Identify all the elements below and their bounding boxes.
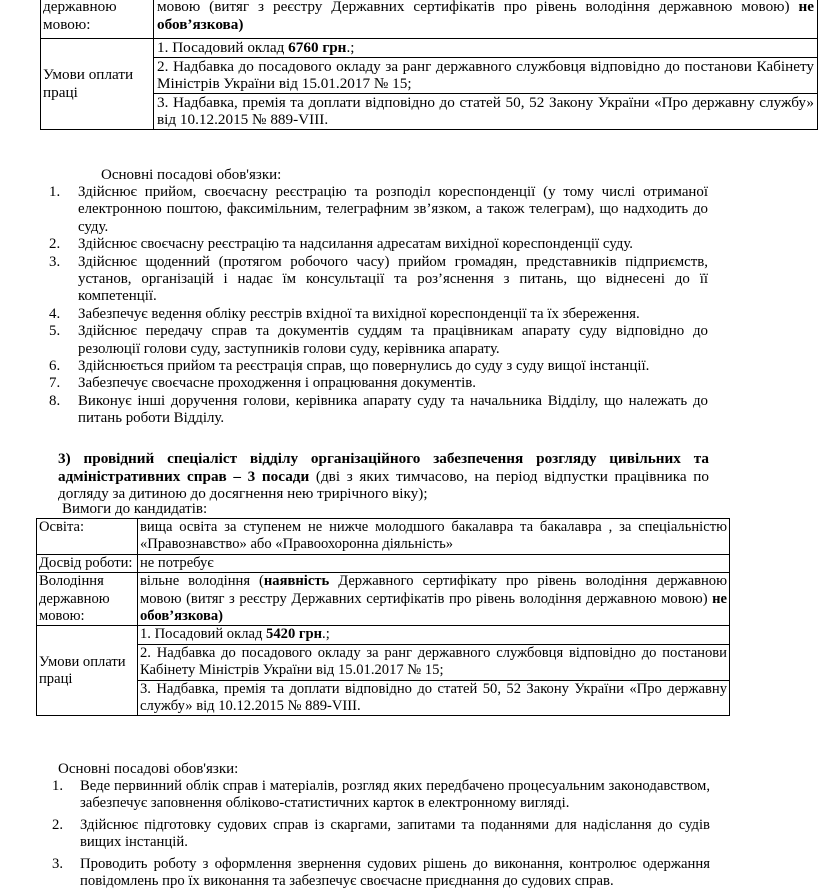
list-item: 7. Забезпечує своєчасне проходження і опрацювання документів. <box>49 375 476 392</box>
duties-list <box>40 184 708 428</box>
language-label: Володіння державною мовою: <box>37 573 138 626</box>
list-item: 1. Веде первинний облік справ і матеріалів, розгляд яких передбачено процесуальним законодавством, забезпечує заповнення обліково-статистичних карток в електронному вигляді. <box>52 778 710 812</box>
section-heading: 3) провідний спеціаліст відділу організаційного забезпечення розгляду цивільних та адміністративних справ – 3 посади (дві з яких тимчасово, на період відпустки працівника по догляду за дитиною до досягнення нею трирічного віку); <box>58 450 710 502</box>
pay-item-3: 3. Надбавка, премія та доплати відповідно до статей 50, 52 Закону України «Про державну службу» від 10.12.2015 № 889-VIII. <box>140 680 727 715</box>
language-label: державною мовою: <box>41 0 154 39</box>
pay-value <box>138 626 730 716</box>
requirements-table-top <box>40 0 818 130</box>
experience-label: Досвід роботи: <box>37 554 138 572</box>
table-row-education <box>37 519 730 555</box>
pay-label: Умови оплати праці <box>41 39 154 130</box>
list-item: 1. Здійснює прийом, своєчасну реєстрацію та розподіл кореспонденції (у тому числі отриманої електронною поштою, факсимільним, телеграфним зв’язком, а також телеграм), що надходить до суду. <box>49 184 708 235</box>
requirements-title: Вимоги до кандидатів: <box>62 501 208 517</box>
pay-item-1: 1. Посадовий оклад 6760 грн.; <box>157 39 355 56</box>
experience-value: не потребує <box>138 554 730 572</box>
education-value: вища освіта за ступенем не нижче молодшого бакалавра та бакалавра , за спеціальністю «Правознавство» або «Правоохоронна діяльність» <box>138 519 730 555</box>
list-item: 2. Здійснює підготовку судових справ із скаргами, запитами та поданнями для надіслання до судів вищих інстанцій. <box>52 816 710 851</box>
pay-item-1: 1. Посадовий оклад 5420 грн.; <box>140 626 330 643</box>
language-value: вільне володіння (наявність Державного сертифікату про рівень володіння державною мовою (витяг з реєстру Державних сертифікатів про рівень володіння державною мовою) не обов’язкова) <box>138 573 730 626</box>
pay-label: Умови оплати праці <box>37 626 138 716</box>
pay-item-2: 2. Надбавка до посадового окладу за ранг державного службовця відповідно до постанови Кабінету Міністрів України від 15.01.2017 № 15; <box>140 644 727 679</box>
duties-title: Основні посадові обов'язки: <box>58 761 239 777</box>
table-row-experience <box>37 554 730 572</box>
table-row-language <box>41 0 818 39</box>
list-item: 3. Здійснює щоденний (протягом робочого часу) прийом громадян, представників підприємств, установ, організацій і надає їм консультації та роз’яснення з питань, що віднесені до її компетенції. <box>49 253 708 305</box>
duties-title: Основні посадові обов'язки: <box>101 167 282 183</box>
pay-item-2: 2. Надбавка до посадового окладу за ранг державного службовця відповідно до постанови Кабінету Міністрів України від 15.01.2017 № 15; <box>154 57 817 93</box>
list-item: 4. Забезпечує ведення обліку реєстрів вхідної та вихідної кореспонденції та їх збереження. <box>49 305 640 322</box>
duties-list <box>40 778 710 890</box>
list-item: 6. Здійснюється прийом та реєстрація справ, що повернулись до суду з суду вищої інстанції. <box>49 358 650 375</box>
table-row-pay <box>41 39 818 130</box>
table-row-pay <box>37 626 730 716</box>
list-item: 2. Здійснює своєчасну реєстрацію та надсилання адресатам вихідної кореспонденції суду. <box>49 236 633 253</box>
table-row-language <box>37 573 730 626</box>
list-item: 8. Виконує інші доручення голови, керівника апарату суду та начальника Відділу, що належать до питань роботи Відділу. <box>49 392 708 427</box>
requirements-table <box>36 518 730 716</box>
list-item: 5. Здійснює передачу справ та документів суддям та працівникам апарату суду відповідно до резолюції голови суду, заступників голови суду, керівника апарату. <box>49 323 708 357</box>
pay-item-3: 3. Надбавка, премія та доплати відповідно до статей 50, 52 Закону України «Про державну службу» від 10.12.2015 № 889-VIII. <box>154 93 817 129</box>
education-label: Освіта: <box>37 519 138 555</box>
pay-value <box>154 39 818 130</box>
language-value: мовою (витяг з реєстру Державних сертифікатів про рівень володіння державною мовою) не обов’язкова) <box>154 0 818 39</box>
list-item: 3. Проводить роботу з оформлення звернення судових рішень до виконання, контролює одержання повідомлень про їх виконання та забезпечує своєчасне приєднання до судових справ. <box>52 855 710 890</box>
